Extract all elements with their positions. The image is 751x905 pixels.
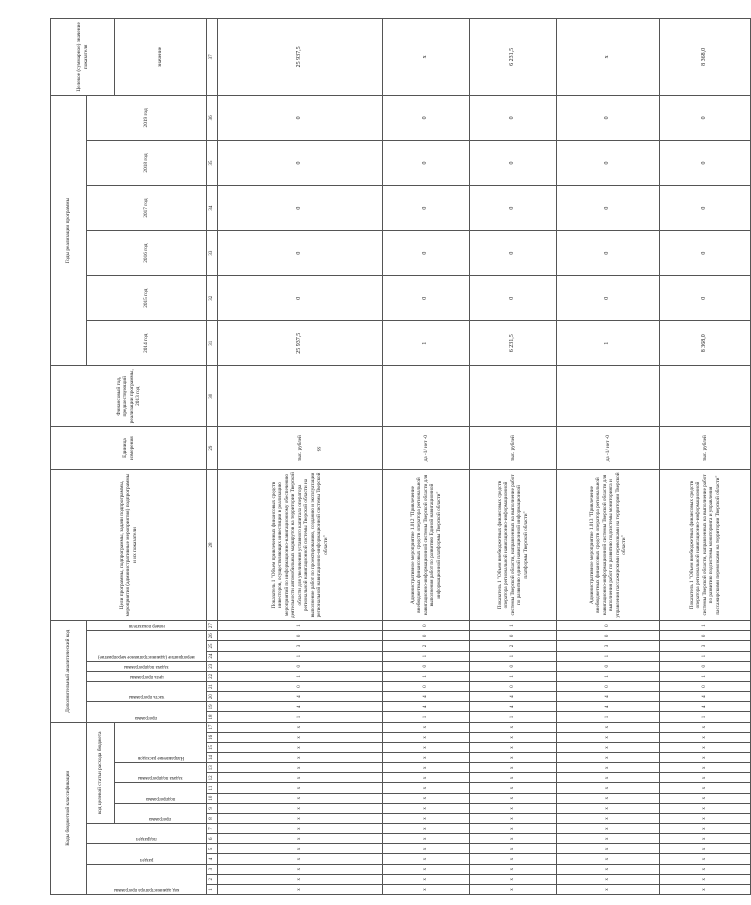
year-value-2016: 0 <box>660 231 751 276</box>
year-value-2019: 0 <box>218 95 383 140</box>
year-value-2015: 0 <box>218 276 383 321</box>
code-cell: х <box>383 854 470 864</box>
column-number-cell: 7 <box>207 824 218 834</box>
column-number-cell: 28 <box>207 470 218 621</box>
code-cell: 0 <box>218 681 383 691</box>
year-value-2016: 0 <box>557 231 660 276</box>
indicator-description: Административное мероприятие 1.013 "Привлечение внебюджетных финансовых средств оператора региональной навигационно-информационной системы Тверской области для выполнения работ по развитию подсистемы мониторинга и управления пассажирскими перевозками на территории Тверской области" <box>557 470 660 621</box>
direction-code-header: Направление расходов <box>137 755 184 761</box>
code-cell: 4 <box>557 692 660 702</box>
code-cell: х <box>383 753 470 763</box>
year-value-2019: 0 <box>557 95 660 140</box>
razdel-header: раздел <box>139 856 154 862</box>
code-cell: х <box>470 753 557 763</box>
code-cell: х <box>383 824 470 834</box>
code-cell: 4 <box>470 702 557 712</box>
code-cell: 0 <box>470 631 557 641</box>
table-row <box>218 19 383 895</box>
code-cell: х <box>383 763 470 773</box>
program-code-header: программа <box>149 816 172 822</box>
code-cell: 0 <box>660 681 751 691</box>
code-cell: х <box>557 753 660 763</box>
column-number-cell: 36 <box>207 95 218 140</box>
table-row <box>470 19 557 895</box>
code-cell: х <box>218 834 383 844</box>
code-cell: х <box>218 773 383 783</box>
final-value: 8 368,0 <box>660 19 751 96</box>
unit-cell: тыс. рублей <box>218 427 383 470</box>
year-value-2017: 0 <box>660 186 751 231</box>
code-cell: х <box>383 803 470 813</box>
year-value-2019: 0 <box>470 95 557 140</box>
code-cell: 0 <box>218 661 383 671</box>
code-cell: х <box>470 813 557 823</box>
code-cell: х <box>218 803 383 813</box>
code-cell: х <box>383 742 470 752</box>
code-cell: 2 <box>383 641 470 651</box>
code-cell: х <box>470 864 557 874</box>
code-cell: 1 <box>660 621 751 631</box>
code-cell: х <box>660 874 751 884</box>
code-cell: 2 <box>470 641 557 651</box>
code-cell: 4 <box>383 692 470 702</box>
code-cell: 3 <box>557 641 660 651</box>
code-cell: х <box>660 803 751 813</box>
code-cell: х <box>383 864 470 874</box>
code-cell: х <box>660 864 751 874</box>
code-cell: х <box>660 834 751 844</box>
column-number-cell: 22 <box>207 671 218 681</box>
column-number-cell: 15 <box>207 742 218 752</box>
code-cell: х <box>470 844 557 854</box>
code-cell: х <box>383 834 470 844</box>
task-code-header: задача подпрограммы <box>138 775 183 781</box>
code-cell: 3 <box>218 641 383 651</box>
fin-year-value <box>557 366 660 427</box>
code-cell: 0 <box>557 661 660 671</box>
fin-year-value <box>383 366 470 427</box>
column-number-cell: 32 <box>207 276 218 321</box>
indicator-description: Показатель 1 "Объем внебюджетных финансовых средств оператора региональной навигационно-информационной системы Тверской области, направленных на выполнение работ по развитию подсистемы мониторинга и управления пассажирскими перевозками на территории Тверской области" <box>660 470 751 621</box>
column-number-cell: 2 <box>207 874 218 884</box>
an-number-header: номер показателя <box>128 623 165 629</box>
code-cell: 1 <box>660 712 751 722</box>
column-number-cell: 33 <box>207 231 218 276</box>
code-cell: х <box>557 884 660 894</box>
year-value-2016: 0 <box>383 231 470 276</box>
code-cell: 3 <box>660 641 751 651</box>
year-value-2017: 0 <box>218 186 383 231</box>
code-cell: х <box>470 722 557 732</box>
program-table <box>50 18 751 895</box>
code-cell: х <box>660 824 751 834</box>
indicator-description: Показатель 1 "Объем внебюджетных финансовых средств оператора региональной навигационно-информационной системы Тверской области, направленных на выполнение работ по развитию единой навигационной информационной платформы Тверской области" <box>470 470 557 621</box>
code-cell: х <box>470 763 557 773</box>
an-event-header: мероприятие (административное мероприятие) <box>98 653 195 659</box>
column-number-cell: 18 <box>207 712 218 722</box>
code-cell: 0 <box>383 621 470 631</box>
year-value-2014: 6 231,5 <box>470 321 557 366</box>
code-cell: 1 <box>218 621 383 631</box>
code-cell: х <box>218 864 383 874</box>
year-header-2016: 2016 год <box>87 231 207 276</box>
code-cell: х <box>557 763 660 773</box>
code-cell: 0 <box>218 631 383 641</box>
code-cell: х <box>218 793 383 803</box>
column-number-cell: 13 <box>207 763 218 773</box>
final-value: 6 231,5 <box>470 19 557 96</box>
column-number-cell: 20 <box>207 692 218 702</box>
code-cell: х <box>218 732 383 742</box>
unit-column-header: Единица измерения <box>51 427 207 470</box>
code-cell: х <box>470 874 557 884</box>
code-cell: х <box>470 803 557 813</box>
table-row <box>557 19 660 895</box>
year-value-2015: 0 <box>470 276 557 321</box>
code-cell: х <box>470 854 557 864</box>
table-row <box>383 19 470 895</box>
code-cell: 4 <box>218 692 383 702</box>
code-cell: х <box>557 844 660 854</box>
an-program-header: программа <box>135 714 158 720</box>
year-header-2014: 2014 год <box>87 321 207 366</box>
code-cell: х <box>218 824 383 834</box>
code-cell: х <box>660 884 751 894</box>
code-cell: 0 <box>470 681 557 691</box>
code-cell: х <box>218 874 383 884</box>
final-value: х <box>383 19 470 96</box>
year-value-2018: 0 <box>470 140 557 185</box>
year-header-2018: 2018 год <box>87 140 207 185</box>
code-cell: х <box>218 813 383 823</box>
fin-year-value <box>660 366 751 427</box>
fin-year-column-header: Финансовый год, предшествующий реализации программы, 2013 год <box>51 366 207 427</box>
year-value-2017: 0 <box>383 186 470 231</box>
code-cell: 1 <box>218 651 383 661</box>
column-number-cell: 6 <box>207 834 218 844</box>
year-value-2017: 0 <box>557 186 660 231</box>
code-cell: х <box>218 742 383 752</box>
code-cell: х <box>660 773 751 783</box>
code-cell: х <box>557 854 660 864</box>
year-value-2014: 25 937,5 <box>218 321 383 366</box>
year-header-2015: 2015 год <box>87 276 207 321</box>
code-cell: х <box>218 854 383 864</box>
code-cell: х <box>660 793 751 803</box>
column-number-cell: 29 <box>207 427 218 470</box>
column-number-cell: 30 <box>207 366 218 427</box>
code-cell: 4 <box>383 702 470 712</box>
an-task-header: задача подпрограммы <box>124 663 169 669</box>
column-number-cell: 8 <box>207 813 218 823</box>
year-value-2014: 1 <box>557 321 660 366</box>
code-cell: х <box>383 722 470 732</box>
code-cell: 0 <box>557 681 660 691</box>
an-goal-header: цель программы <box>129 673 164 679</box>
code-cell: 1 <box>470 621 557 631</box>
code-cell: 1 <box>660 671 751 681</box>
code-cell: х <box>383 874 470 884</box>
page-number: ss <box>315 446 322 452</box>
code-cell: х <box>557 793 660 803</box>
code-cell: 0 <box>557 631 660 641</box>
unit-cell: да -1/ нет -0 <box>383 427 470 470</box>
column-number-cell: 24 <box>207 651 218 661</box>
code-cell: х <box>557 773 660 783</box>
code-cell: х <box>383 844 470 854</box>
year-header-2019: 2019 год <box>87 95 207 140</box>
code-cell: х <box>660 732 751 742</box>
admin-code-header: код администратора программы <box>113 887 180 892</box>
code-cell: х <box>218 884 383 894</box>
article-code-header: код целевой статьи расхода бюджета <box>87 722 115 824</box>
year-value-2018: 0 <box>660 140 751 185</box>
code-cell: 0 <box>660 631 751 641</box>
final-value-header: Целевое (суммарное) значение показателя <box>51 19 115 96</box>
indicator-description: Показатель 1 "Объем привлеченных финансовых средств инвесторов, осуществляющих инвестиции в реализацию мероприятий по информационно-навигационному обеспечению деятельности автомобильных маршрутов на территории Тверской области для увеличения уставного капитала оператора региональной навигационной системы Тверской области на выполнение работ по проектированию, созданию и эксплуатации региональной навигационно-информационной системы Тверской области" <box>218 470 383 621</box>
code-cell: х <box>218 844 383 854</box>
column-number-cell: 17 <box>207 722 218 732</box>
final-value: 25 937,5 <box>218 19 383 96</box>
column-number-cell: 35 <box>207 140 218 185</box>
podrazdel-header: подраздел <box>136 836 157 842</box>
code-cell: х <box>660 763 751 773</box>
column-number-cell: 14 <box>207 753 218 763</box>
code-cell: 0 <box>557 621 660 631</box>
fin-year-value <box>470 366 557 427</box>
code-cell: х <box>218 783 383 793</box>
code-cell: х <box>660 742 751 752</box>
code-cell: 1 <box>218 671 383 681</box>
code-cell: 0 <box>660 661 751 671</box>
code-cell: х <box>557 783 660 793</box>
code-cell: 4 <box>218 702 383 712</box>
unit-cell: тыс. рублей <box>660 427 751 470</box>
final-value-subheader: значение <box>115 19 207 96</box>
year-value-2014: 1 <box>383 321 470 366</box>
code-cell: х <box>470 732 557 742</box>
code-cell: 1 <box>557 712 660 722</box>
code-cell: х <box>470 783 557 793</box>
column-number-cell: 21 <box>207 681 218 691</box>
code-cell: х <box>470 824 557 834</box>
column-number-cell: 23 <box>207 661 218 671</box>
code-cell: 1 <box>470 712 557 722</box>
code-cell: 4 <box>660 702 751 712</box>
code-cell: х <box>383 783 470 793</box>
code-cell: 1 <box>383 712 470 722</box>
column-number-cell: 11 <box>207 783 218 793</box>
code-cell: 1 <box>557 671 660 681</box>
year-value-2018: 0 <box>218 140 383 185</box>
code-cell: 1 <box>383 671 470 681</box>
code-cell: х <box>383 884 470 894</box>
code-cell: 4 <box>557 702 660 712</box>
column-number-cell: 5 <box>207 844 218 854</box>
code-cell: х <box>470 773 557 783</box>
code-cell: 1 <box>218 712 383 722</box>
code-cell: 0 <box>383 681 470 691</box>
code-cell: х <box>557 813 660 823</box>
column-number-cell: 9 <box>207 803 218 813</box>
unit-cell: да -1/ нет -0 <box>557 427 660 470</box>
column-number-cell: 26 <box>207 631 218 641</box>
code-cell: х <box>660 722 751 732</box>
table-body <box>218 19 751 895</box>
code-cell: х <box>383 732 470 742</box>
code-cell: х <box>557 722 660 732</box>
year-value-2015: 0 <box>383 276 470 321</box>
years-group-header: Годы реализации программы <box>51 95 87 366</box>
year-value-2019: 0 <box>383 95 470 140</box>
code-cell: 1 <box>383 651 470 661</box>
code-cell: х <box>557 803 660 813</box>
year-value-2019: 0 <box>660 95 751 140</box>
year-value-2018: 0 <box>383 140 470 185</box>
column-number-cell: 10 <box>207 793 218 803</box>
column-number-cell: 4 <box>207 854 218 864</box>
code-cell: 0 <box>383 631 470 641</box>
indicator-description: Административное мероприятие 1.012 "Привлечение внебюджетных финансовых средств оператора региональной навигационно-информационной системы Тверской области для выполнения работ по развитию Единой навигационной информационной платформы Тверской области" <box>383 470 470 621</box>
code-cell: х <box>557 834 660 844</box>
code-cell: х <box>660 813 751 823</box>
an-subprogram-header: часть программы <box>128 694 165 700</box>
column-number-row <box>207 19 218 895</box>
code-cell: х <box>557 742 660 752</box>
code-cell: 4 <box>660 692 751 702</box>
column-number-cell: 25 <box>207 641 218 651</box>
table-row <box>660 19 751 895</box>
code-cell: х <box>218 763 383 773</box>
column-number-cell: 19 <box>207 702 218 712</box>
code-cell: х <box>557 732 660 742</box>
fin-year-value <box>218 366 383 427</box>
code-cell: 1 <box>557 651 660 661</box>
code-cell: х <box>218 753 383 763</box>
code-cell: х <box>383 773 470 783</box>
column-number-cell: 31 <box>207 321 218 366</box>
code-cell: 4 <box>470 692 557 702</box>
code-cell: х <box>660 854 751 864</box>
year-value-2016: 0 <box>218 231 383 276</box>
code-cell: х <box>470 793 557 803</box>
year-header-2017: 2017 год <box>87 186 207 231</box>
code-cell: х <box>470 834 557 844</box>
year-value-2018: 0 <box>557 140 660 185</box>
code-cell: х <box>470 884 557 894</box>
analytic-code-header: Дополнительный аналитический код <box>51 621 87 722</box>
code-cell: х <box>660 783 751 793</box>
code-cell: х <box>383 793 470 803</box>
code-cell: х <box>218 722 383 732</box>
year-value-2014: 8 368,0 <box>660 321 751 366</box>
code-cell: х <box>660 844 751 854</box>
column-number-cell: 34 <box>207 186 218 231</box>
unit-cell: тыс. рублей <box>470 427 557 470</box>
code-cell: 0 <box>470 661 557 671</box>
year-value-2015: 0 <box>660 276 751 321</box>
year-value-2016: 0 <box>470 231 557 276</box>
code-cell: 1 <box>470 651 557 661</box>
year-value-2017: 0 <box>470 186 557 231</box>
column-number-cell: 37 <box>207 19 218 96</box>
code-cell: х <box>470 742 557 752</box>
code-cell: х <box>557 824 660 834</box>
column-number-cell: 3 <box>207 864 218 874</box>
code-cell: х <box>557 874 660 884</box>
year-value-2015: 0 <box>557 276 660 321</box>
budget-class-header: Коды бюджетной классификации <box>51 722 87 894</box>
code-cell: х <box>383 813 470 823</box>
code-cell: 0 <box>383 661 470 671</box>
goal-column-header: Цели программы, подпрограммы, задачи подпрограммы, мероприятия (административные мероприятия) подпрограммы и их показатели <box>51 470 207 621</box>
code-cell: 1 <box>660 651 751 661</box>
column-number-cell: 1 <box>207 884 218 894</box>
code-cell: х <box>660 753 751 763</box>
code-cell: 1 <box>470 671 557 681</box>
subprogram-code-header: подпрограмма <box>145 795 176 801</box>
column-number-cell: 27 <box>207 621 218 631</box>
code-cell: х <box>557 864 660 874</box>
column-number-cell: 12 <box>207 773 218 783</box>
final-value: х <box>557 19 660 96</box>
column-number-cell: 16 <box>207 732 218 742</box>
